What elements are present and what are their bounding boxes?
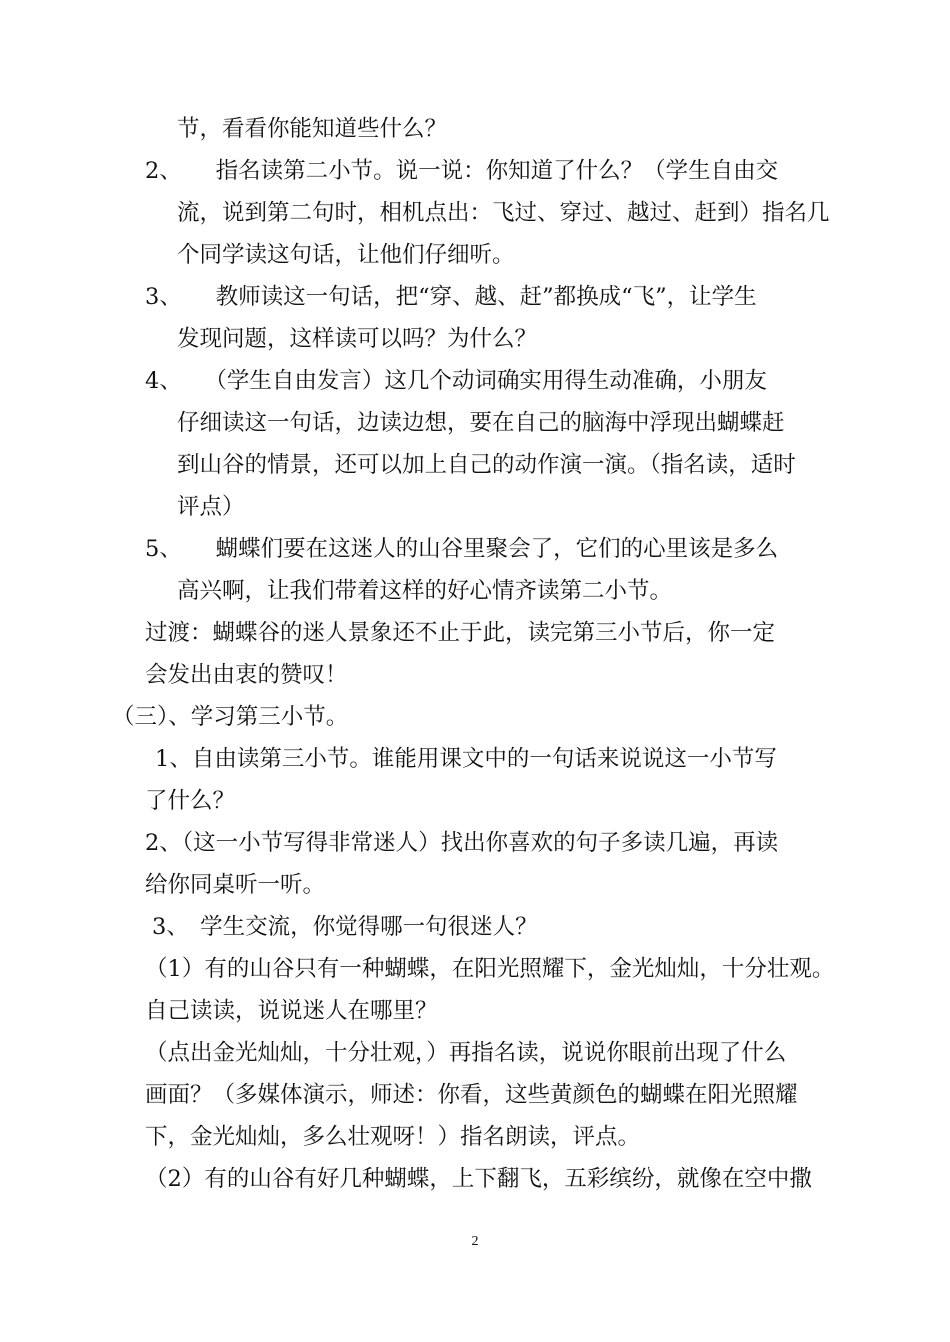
text-line: 自己读读，说说迷人在哪里？ [145,998,438,1024]
text-line: 高兴啊，让我们带着这样的好心情齐读第二小节。 [177,578,673,604]
text-line: 5、 蝴蝶们要在这迷人的山谷里聚会了，它们的心里该是多么 [145,536,779,562]
text-line: （1）有的山谷只有一种蝴蝶，在阳光照耀下，金光灿灿，十分壮观。 [145,956,835,982]
text-line: 个同学读这句话，让他们仔细听。 [177,242,515,268]
section-heading: （三）、学习第三小节。 [112,704,349,730]
text-line: 1、自由读第三小节。谁能用课文中的一句话来说说这一小节写 [155,746,777,772]
text-line: 画面？（多媒体演示，师述：你看，这些黄颜色的蝴蝶在阳光照耀 [145,1082,798,1108]
text-line: 了什么？ [145,788,236,814]
text-line: 给你同桌听一听。 [145,872,326,898]
text-line: 会发出由衷的赞叹！ [145,662,348,688]
page-number: 2 [471,1234,479,1249]
text-line: 节，看看你能知道些什么？ [177,116,448,142]
text-line: 4、 （学生自由发言）这几个动词确实用得生动准确，小朋友 [145,368,767,394]
text-line: 下，金光灿灿，多么壮观呀！）指名朗读，评点。 [145,1124,641,1150]
text-line: 仔细读这一句话，边读边想，要在自己的脑海中浮现出蝴蝶赶 [177,410,785,436]
text-line: 3、 学生交流，你觉得哪一句很迷人？ [152,914,538,940]
text-line: 过渡：蝴蝶谷的迷人景象还不止于此，读完第三小节后，你一定 [145,620,776,646]
text-line: 发现问题，这样读可以吗？为什么？ [177,326,538,352]
text-line: （2）有的山谷有好几种蝴蝶，上下翻飞，五彩缤纷，就像在空中撒 [145,1166,812,1192]
text-line: 到山谷的情景，还可以加上自己的动作演一演。（指名读，适时 [177,452,796,478]
text-line: 3、 教师读这一句话，把“穿、越、赶”都换成“飞”，让学生 [145,284,757,310]
text-line: 流，说到第二句时，相机点出：飞过、穿过、越过、赶到）指名几 [177,200,830,226]
text-line: 2、（这一小节写得非常迷人）找出你喜欢的句子多读几遍，再读 [145,830,779,856]
text-line: 评点） [177,494,245,520]
text-line: 2、 指名读第二小节。说一说：你知道了什么？（学生自由交 [145,158,779,184]
text-line: （点出金光灿灿，十分壮观，）再指名读，说说你眼前出现了什么 [145,1040,787,1066]
